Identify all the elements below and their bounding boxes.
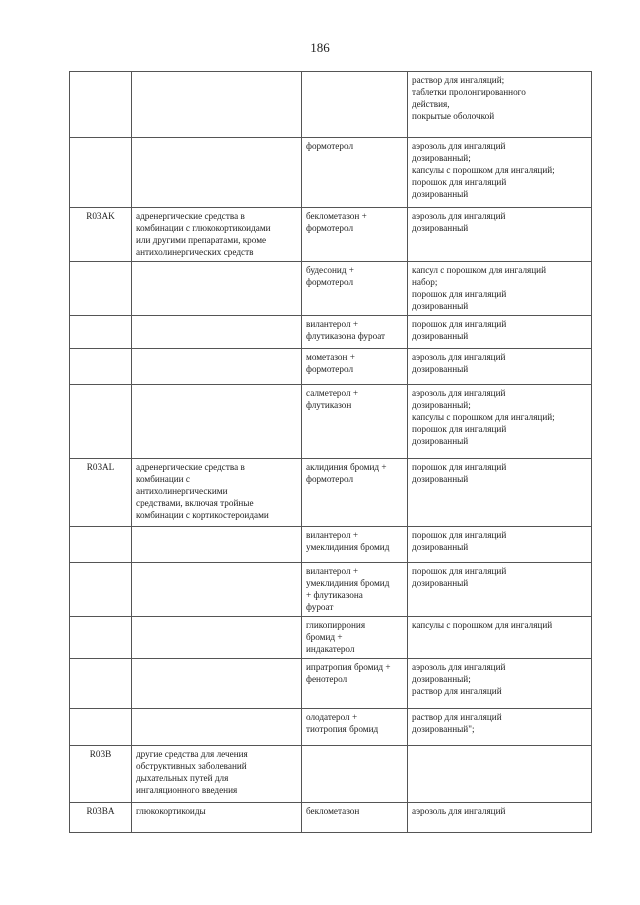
code-cell: R03B <box>70 746 132 803</box>
group-line: адренергические средства в <box>136 211 245 221</box>
code-cell <box>70 659 132 709</box>
form-line: аэрозоль для ингаляций <box>412 211 506 221</box>
form-cell <box>408 659 592 709</box>
substance-line: флутиказон <box>306 400 352 410</box>
form-line: порошок для ингаляций <box>412 289 507 299</box>
substance-line: вилантерол + <box>306 530 359 540</box>
form-line: капсулы с порошком для ингаляций; <box>412 412 555 422</box>
substance-line: фенотерол <box>306 674 348 684</box>
form-cell <box>408 208 592 262</box>
code-cell <box>70 709 132 746</box>
form-cell <box>408 617 592 659</box>
group-line: комбинации с кортикостероидами <box>136 510 269 520</box>
group-cell <box>132 563 302 617</box>
code-cell: R03BA <box>70 803 132 833</box>
group-cell <box>132 746 302 803</box>
substance-cell <box>302 527 408 563</box>
table-row <box>70 208 592 262</box>
group-cell <box>132 316 302 349</box>
form-line: аэрозоль для ингаляций <box>412 141 506 151</box>
form-line: дозированный <box>412 436 469 446</box>
page-number: 186 <box>310 40 330 55</box>
group-cell <box>132 72 302 138</box>
form-cell <box>408 262 592 316</box>
group-line: средствами, включая тройные <box>136 498 254 508</box>
group-cell <box>132 459 302 527</box>
form-line: капсулы с порошком для ингаляций; <box>412 165 555 175</box>
substance-line: умеклидиния бромид <box>306 542 390 552</box>
table-row <box>70 262 592 316</box>
substance-line: индакатерол <box>306 644 355 654</box>
group-line: дыхательных путей для <box>136 773 229 783</box>
form-line: раствор для ингаляций <box>412 686 502 696</box>
table-row <box>70 459 592 527</box>
table-body <box>70 72 592 833</box>
substance-cell <box>302 385 408 459</box>
form-cell <box>408 459 592 527</box>
form-line: порошок для ингаляций <box>412 462 507 472</box>
substance-cell <box>302 138 408 208</box>
group-cell <box>132 349 302 385</box>
substance-line: мометазон + <box>306 352 355 362</box>
form-cell <box>408 385 592 459</box>
group-cell <box>132 138 302 208</box>
form-line: дозированный <box>412 364 469 374</box>
group-line: антихолинергическими <box>136 486 228 496</box>
group-cell <box>132 659 302 709</box>
group-cell <box>132 262 302 316</box>
substance-line: формотерол <box>306 141 354 151</box>
group-cell <box>132 617 302 659</box>
form-line: порошок для ингаляций <box>412 566 507 576</box>
group-line: или другими препаратами, кроме <box>136 235 267 245</box>
substance-cell <box>302 349 408 385</box>
code-cell <box>70 138 132 208</box>
form-line: дозированный <box>412 578 469 588</box>
substance-line: флутиказона фуроат <box>306 331 386 341</box>
substance-line: тиотропия бромид <box>306 724 379 734</box>
form-cell <box>408 349 592 385</box>
table-row <box>70 316 592 349</box>
table-row <box>70 72 592 138</box>
form-line: капсул с порошком для ингаляций <box>412 265 547 275</box>
substance-cell <box>302 72 408 138</box>
code-cell <box>70 349 132 385</box>
drug-table <box>69 71 592 833</box>
group-cell <box>132 709 302 746</box>
table-row <box>70 138 592 208</box>
table-row <box>70 803 592 833</box>
form-cell <box>408 316 592 349</box>
substance-line: будесонид + <box>306 265 354 275</box>
table-row <box>70 527 592 563</box>
form-line: капсулы с порошком для ингаляций <box>412 620 553 630</box>
substance-cell <box>302 803 408 833</box>
substance-line: умеклидиния бромид <box>306 578 390 588</box>
code-cell <box>70 316 132 349</box>
form-line: дозированный <box>412 331 469 341</box>
form-line: аэрозоль для ингаляций <box>412 662 506 672</box>
form-line: раствор для ингаляций <box>412 712 502 722</box>
substance-cell <box>302 262 408 316</box>
form-line: дозированный; <box>412 400 471 410</box>
group-cell <box>132 803 302 833</box>
code-cell <box>70 563 132 617</box>
form-line: набор; <box>412 277 438 287</box>
substance-line: бромид + <box>306 632 343 642</box>
table-row <box>70 563 592 617</box>
substance-line: формотерол <box>306 277 354 287</box>
form-line: таблетки пролонгированного <box>412 87 526 97</box>
code-cell: R03AL <box>70 459 132 527</box>
group-line: глюкокортикоиды <box>136 806 206 816</box>
form-line: раствор для ингаляций; <box>412 75 505 85</box>
form-line: порошок для ингаляций <box>412 319 507 329</box>
form-line: аэрозоль для ингаляций <box>412 352 506 362</box>
substance-line: беклометазон <box>306 806 360 816</box>
code-cell <box>70 72 132 138</box>
group-line: комбинации с глюкокортикоидами <box>136 223 271 233</box>
substance-line: формотерол <box>306 223 354 233</box>
form-cell <box>408 72 592 138</box>
group-cell <box>132 527 302 563</box>
substance-cell <box>302 746 408 803</box>
form-line: дозированный <box>412 474 469 484</box>
table-row <box>70 385 592 459</box>
substance-line: салметерол + <box>306 388 359 398</box>
form-cell <box>408 709 592 746</box>
substance-cell <box>302 208 408 262</box>
form-line: порошок для ингаляций <box>412 177 507 187</box>
substance-cell <box>302 316 408 349</box>
substance-cell <box>302 659 408 709</box>
form-cell <box>408 803 592 833</box>
form-line: действия, <box>412 99 450 109</box>
form-cell <box>408 138 592 208</box>
group-line: антихолинергических средств <box>136 247 254 257</box>
table-row <box>70 746 592 803</box>
group-cell <box>132 385 302 459</box>
group-line: обструктивных заболеваний <box>136 761 247 771</box>
group-line: другие средства для лечения <box>136 749 248 759</box>
substance-line: формотерол <box>306 474 354 484</box>
table-row <box>70 659 592 709</box>
form-line: дозированный <box>412 223 469 233</box>
form-line: дозированный; <box>412 153 471 163</box>
code-cell <box>70 385 132 459</box>
substance-cell <box>302 459 408 527</box>
substance-line: вилантерол + <box>306 566 359 576</box>
form-line: дозированный; <box>412 674 471 684</box>
table-row <box>70 709 592 746</box>
table-row <box>70 617 592 659</box>
code-cell <box>70 527 132 563</box>
form-line: аэрозоль для ингаляций <box>412 806 506 816</box>
form-line: порошок для ингаляций <box>412 424 507 434</box>
substance-line: фуроат <box>306 602 334 612</box>
form-line: дозированный"; <box>412 724 475 734</box>
substance-line: ипратропия бромид + <box>306 662 391 672</box>
code-cell <box>70 262 132 316</box>
substance-cell <box>302 563 408 617</box>
group-line: комбинации с <box>136 474 190 484</box>
substance-cell <box>302 617 408 659</box>
substance-cell <box>302 709 408 746</box>
substance-line: олодатерол + <box>306 712 358 722</box>
form-cell <box>408 563 592 617</box>
group-cell <box>132 208 302 262</box>
form-cell <box>408 746 592 803</box>
substance-line: вилантерол + <box>306 319 359 329</box>
form-line: дозированный <box>412 301 469 311</box>
form-line: покрытые оболочкой <box>412 111 495 121</box>
code-cell: R03AK <box>70 208 132 262</box>
substance-line: аклидиния бромид + <box>306 462 387 472</box>
group-line: адренергические средства в <box>136 462 245 472</box>
form-line: дозированный <box>412 189 469 199</box>
form-cell <box>408 527 592 563</box>
substance-line: гликопиррония <box>306 620 366 630</box>
substance-line: + флутиказона <box>306 590 363 600</box>
substance-line: беклометазон + <box>306 211 367 221</box>
form-line: порошок для ингаляций <box>412 530 507 540</box>
code-cell <box>70 617 132 659</box>
form-line: дозированный <box>412 542 469 552</box>
group-line: ингаляционного введения <box>136 785 238 795</box>
substance-line: формотерол <box>306 364 354 374</box>
table-row <box>70 349 592 385</box>
form-line: аэрозоль для ингаляций <box>412 388 506 398</box>
